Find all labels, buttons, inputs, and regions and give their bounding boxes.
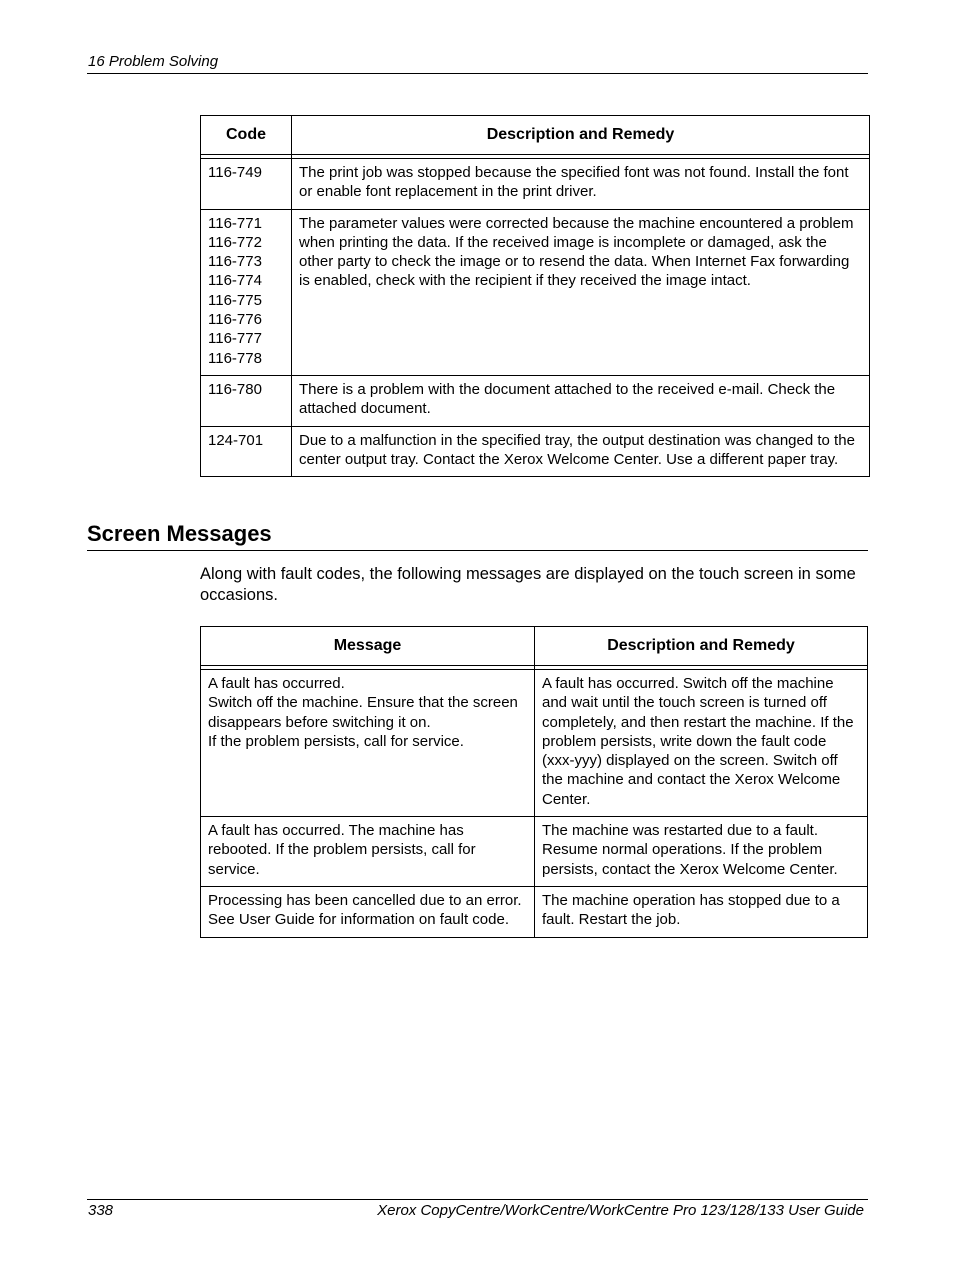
description-cell: The print job was stopped because the specified font was not found. Install the font or enable font replacement in the print driver.: [292, 159, 870, 210]
footer-rule: [87, 1199, 868, 1200]
column-header-message: Message: [201, 627, 535, 666]
guide-title: Xerox CopyCentre/WorkCentre/WorkCentre Pro 123/128/133 User Guide: [377, 1202, 864, 1219]
description-cell: The machine was restarted due to a fault. Resume normal operations. If the problem persists, contact the Xerox Welcome Center.: [535, 817, 868, 887]
section-heading: Screen Messages: [87, 521, 272, 546]
fault-code-cell: 124-701: [201, 426, 292, 477]
fault-code-cell: 116-749: [201, 159, 292, 210]
section-rule: [87, 550, 868, 551]
description-cell: A fault has occurred. Switch off the machine and wait until the touch screen is turned off completely, and then restart the machine. If the problem persists, write down the fault code (xxx-yyy) displayed on the screen. Switch off the machine and contact the Xerox Welcome Center.: [535, 670, 868, 817]
header-rule: [87, 73, 868, 74]
table-row: [201, 375, 870, 426]
fault-codes-table: [200, 115, 870, 477]
message-cell: A fault has occurred. Switch off the machine. Ensure that the screen disappears before switching it on. If the problem persists, call for service.: [201, 670, 535, 817]
fault-code-cell: 116-780: [201, 375, 292, 426]
column-header-code: Code: [201, 116, 292, 155]
description-cell: Due to a malfunction in the specified tray, the output destination was changed to the center output tray. Contact the Xerox Welcome Center. Use a different paper tray.: [292, 426, 870, 477]
page-number: 338: [88, 1202, 114, 1219]
table-row: [201, 670, 868, 817]
table-row: [201, 817, 868, 887]
description-cell: The parameter values were corrected because the machine encountered a problem when printing the data. If the received image is incomplete or damaged, ask the other party to check the image or to resend the data. When Internet Fax forwarding is enabled, check with the recipient if they received the image intact.: [292, 209, 870, 375]
running-header: 16 Problem Solving: [88, 53, 219, 70]
table-row: [201, 886, 868, 937]
message-cell: A fault has occurred. The machine has rebooted. If the problem persists, call for service.: [201, 817, 535, 887]
table-header-row: [201, 116, 870, 155]
description-cell: The machine operation has stopped due to a fault. Restart the job.: [535, 886, 868, 937]
message-cell: Processing has been cancelled due to an error. See User Guide for information on fault code.: [201, 886, 535, 937]
table-row: [201, 426, 870, 477]
table-row: [201, 159, 870, 210]
column-header-description: Description and Remedy: [535, 627, 868, 666]
screen-messages-table: [200, 626, 868, 938]
description-cell: There is a problem with the document attached to the received e-mail. Check the attached document.: [292, 375, 870, 426]
table-header-row: [201, 627, 868, 666]
fault-code-cell: 116-771 116-772 116-773 116-774 116-775 116-776 116-777 116-778: [201, 209, 292, 375]
table-row: [201, 209, 870, 375]
column-header-description: Description and Remedy: [292, 116, 870, 155]
intro-paragraph: Along with fault codes, the following messages are displayed on the touch screen in some occasions.: [200, 565, 856, 604]
